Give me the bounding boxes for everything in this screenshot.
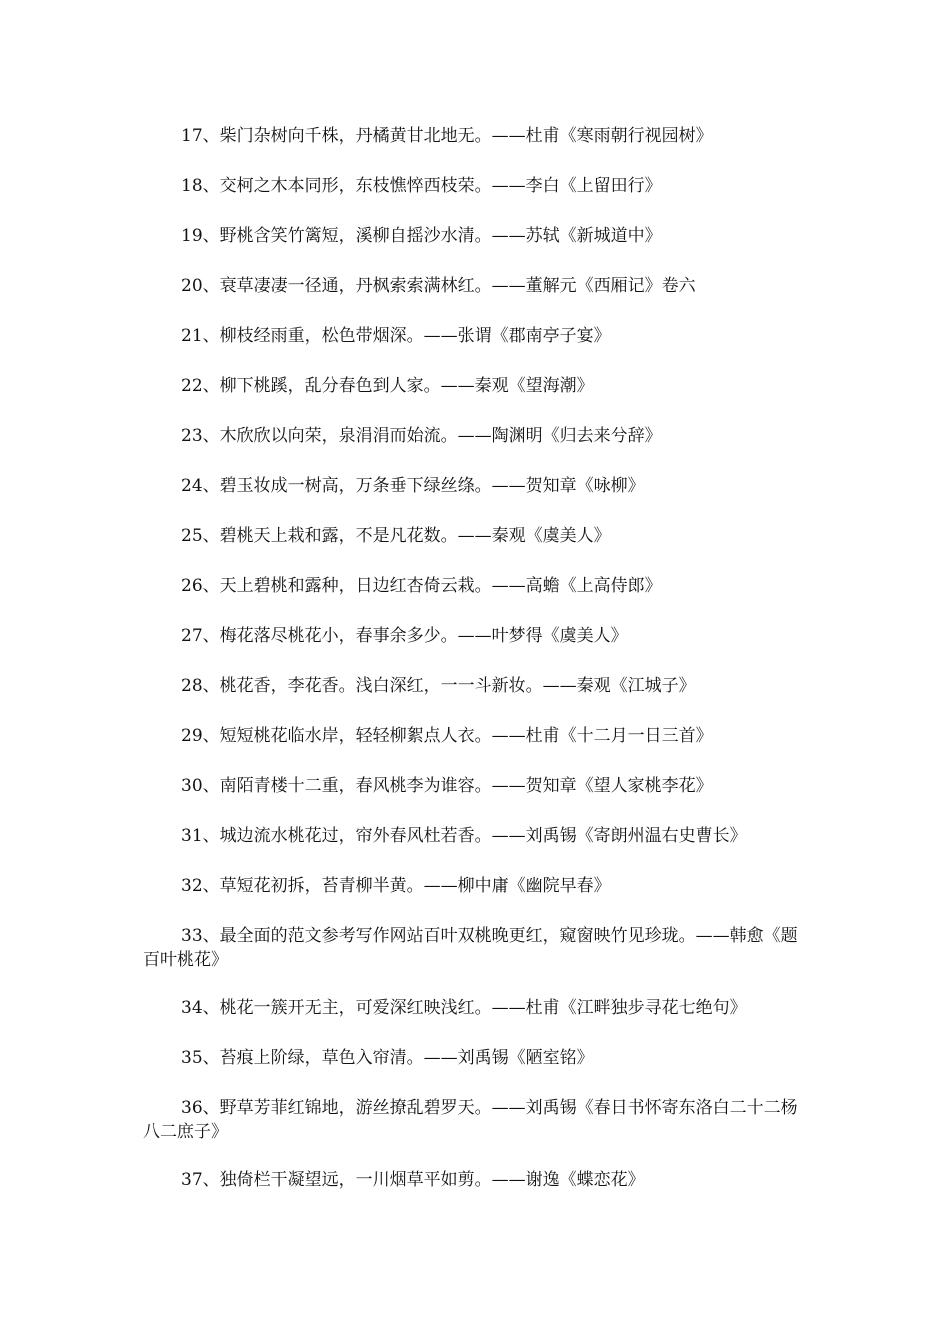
quote-line-28: 28、桃花香，李花香。浅白深红，一一斗新妆。——秦观《江城子》: [181, 676, 696, 696]
quote-line-24: 24、碧玉妆成一树高，万条垂下绿丝绦。——贺知章《咏柳》: [181, 476, 645, 496]
quote-line-17: 17、柴门杂树向千株，丹橘黄甘北地无。——杜甫《寒雨朝行视园树》: [181, 126, 713, 146]
quote-line-26: 26、天上碧桃和露种，日边红杏倚云栽。——高蟾《上高侍郎》: [181, 576, 662, 596]
quote-line-33: 33、最全面的范文参考写作网站百叶双桃晚更红，窥窗映竹见珍珑。——韩愈《题百叶桃花》: [143, 926, 798, 970]
quote-line-23: 23、木欣欣以向荣，泉涓涓而始流。——陶渊明《归去来兮辞》: [181, 426, 662, 446]
quote-line-36: 36、野草芳菲红锦地，游丝撩乱碧罗天。——刘禹锡《春日书怀寄东洛白二十二杨八二庶子》: [143, 1098, 798, 1142]
quote-line-21: 21、柳枝经雨重，松色带烟深。——张谓《郡南亭子宴》: [181, 326, 611, 346]
quote-line-35: 35、苔痕上阶绿，草色入帘清。——刘禹锡《陋室铭》: [181, 1048, 594, 1068]
quote-line-22: 22、柳下桃蹊，乱分春色到人家。——秦观《望海潮》: [181, 376, 594, 396]
quote-line-27: 27、梅花落尽桃花小，春事余多少。——叶梦得《虞美人》: [181, 626, 628, 646]
quote-line-29: 29、短短桃花临水岸，轻轻柳絮点人衣。——杜甫《十二月一日三首》: [181, 726, 713, 746]
quote-line-20: 20、衰草凄凄一径通，丹枫索索满林红。——董解元《西厢记》卷六: [181, 276, 696, 296]
document-body: [143, 124, 808, 1218]
quote-line-30: 30、南陌青楼十二重，春风桃李为谁容。——贺知章《望人家桃李花》: [181, 776, 713, 796]
quote-line-31: 31、城边流水桃花过，帘外春风杜若香。——刘禹锡《寄朗州温右史曹长》: [181, 826, 747, 846]
quote-line-19: 19、野桃含笑竹篱短，溪柳自摇沙水清。——苏轼《新城道中》: [181, 226, 662, 246]
quote-line-37: 37、独倚栏干凝望远，一川烟草平如剪。——谢逸《蝶恋花》: [181, 1170, 645, 1190]
quote-line-25: 25、碧桃天上栽和露，不是凡花数。——秦观《虞美人》: [181, 526, 611, 546]
quote-line-32: 32、草短花初拆，苔青柳半黄。——柳中庸《幽院早春》: [181, 876, 611, 896]
quote-line-34: 34、桃花一簇开无主，可爱深红映浅红。——杜甫《江畔独步寻花七绝句》: [181, 998, 747, 1018]
quote-line-18: 18、交柯之木本同形，东枝憔悴西枝荣。——李白《上留田行》: [181, 176, 662, 196]
